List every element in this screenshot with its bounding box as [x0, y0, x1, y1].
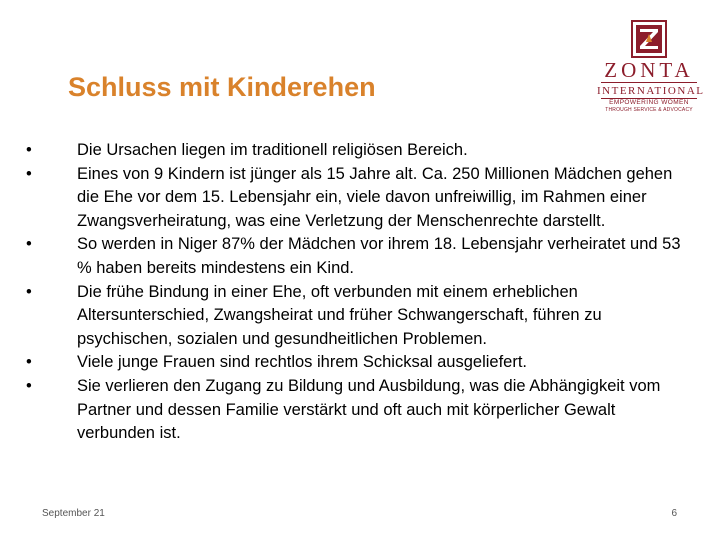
logo-divider	[601, 82, 697, 83]
bullet-item	[26, 163, 696, 234]
bullet-item	[26, 139, 696, 163]
bullet-item	[26, 281, 696, 352]
zonta-logo	[597, 14, 705, 113]
logo-name: ZONTA	[604, 58, 694, 82]
bullet-item	[26, 351, 696, 375]
bullet-text: Die Ursachen liegen im traditionell religiösen Bereich.	[77, 141, 468, 159]
bullet-item	[26, 375, 696, 446]
bullet-text: So werden in Niger 87% der Mädchen vor ihrem 18. Lebensjahr verheiratet und 53 % haben bereits mindestens ein Kind.	[77, 235, 681, 277]
logo-subtitle: INTERNATIONAL	[597, 85, 705, 97]
zonta-emblem-icon	[631, 20, 667, 58]
bullet-list	[26, 139, 696, 446]
slide-title: Schluss mit Kinderehen	[68, 72, 376, 102]
logo-tagline-sub: THROUGH SERVICE & ADVOCACY	[605, 107, 693, 113]
bullet-dot-icon: •	[26, 164, 32, 183]
bullet-dot-icon: •	[26, 376, 32, 395]
bullet-dot-icon: •	[26, 353, 32, 372]
bullet-dot-icon: •	[26, 282, 32, 301]
footer-date: September 21	[42, 508, 105, 519]
bullet-text: Die frühe Bindung in einer Ehe, oft verbunden mit einem erheblichen Altersunterschied, Zwangsheirat und früher Schwangerschaft, führen zu psychischen, sozialen und gesundheitlichen Problemen.	[77, 282, 602, 348]
bullet-text: Sie verlieren den Zugang zu Bildung und Ausbildung, was die Abhängigkeit vom Partner und dessen Familie verstärkt und oft auch mit körperlicher Gewalt verbunden ist.	[77, 376, 661, 443]
bullet-dot-icon: •	[26, 141, 32, 159]
bullet-item	[26, 233, 696, 280]
bullet-text: Viele junge Frauen sind rechtlos ihrem Schicksal ausgeliefert.	[77, 353, 528, 372]
bullet-text: Eines von 9 Kindern ist jünger als 15 Jahre alt. Ca. 250 Millionen Mädchen gehen die Ehe vor dem 15. Lebensjahr ein, viele davon unfreiwillig, im Rahmen einer Zwangsverheiratung, was eine Verletzung der Menschenrechte darstellt.	[77, 164, 673, 230]
page-number: 6	[671, 508, 677, 519]
logo-tagline: EMPOWERING WOMEN	[609, 99, 689, 106]
bullet-dot-icon: •	[26, 235, 32, 254]
